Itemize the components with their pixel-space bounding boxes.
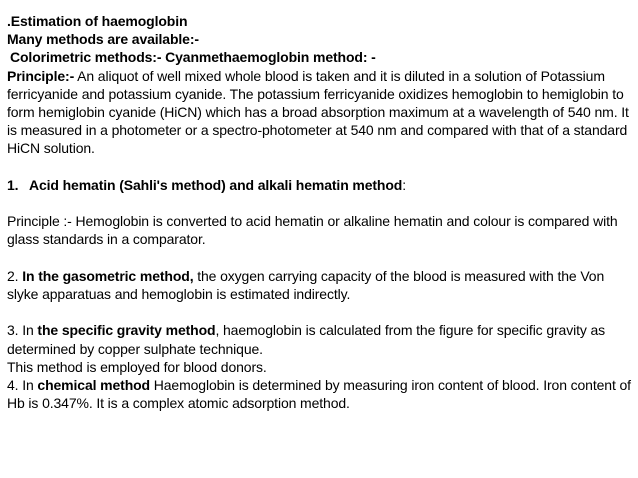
item1-title: Acid hematin (Sahli's method) and alkali hematin method — [29, 176, 403, 193]
slide-title: .Estimation of haemoglobin — [7, 13, 188, 29]
item3-title: the specific gravity method — [37, 322, 216, 339]
item4-title: chemical method — [37, 377, 150, 393]
item1-principle: Principle :- Hemoglobin is converted to acid hematin or alkaline hematin and colour is compared with glass standards in a comparator. — [7, 213, 618, 248]
item3-prefix: 3. In — [7, 322, 38, 339]
item1-heading — [7, 176, 633, 194]
item2-text: the oxygen carrying capacity of the blood is measured with the Von slyke apparatuas and hemoglobin is estimated indirectly. — [7, 267, 605, 302]
item4-text: Haemoglobin is determined by measuring iron content of blood. Iron content of Hb is 0.347%. It is a complex atomic adsorption method. — [7, 377, 631, 412]
item2-paragraph — [7, 267, 633, 303]
principle-paragraph — [7, 67, 633, 158]
item1-suffix: : — [402, 176, 407, 193]
spacer — [7, 158, 633, 176]
item3-paragraph — [7, 321, 633, 357]
item4-paragraph — [7, 376, 633, 412]
item3-text: , haemoglobin is calculated from the figure for specific gravity as determined by copper sulphate technique. — [7, 322, 606, 357]
spacer — [7, 249, 633, 267]
principle-label: Principle:- — [7, 67, 75, 84]
item2-title: In the gasometric method, — [22, 267, 194, 284]
subtitle-methods: Many methods are available:- — [7, 31, 199, 48]
item3-note: This method is employed for blood donors. — [7, 358, 267, 375]
colorimetric-heading: Colorimetric methods:- Cyanmethaemoglobin method: - — [10, 49, 376, 66]
slide-content — [7, 12, 633, 412]
item2-prefix: 2. — [7, 267, 23, 284]
item1-number: 1. — [7, 176, 19, 193]
spacer — [7, 303, 633, 321]
item4-prefix: 4. In — [7, 377, 38, 393]
principle-text: An aliquot of well mixed whole blood is taken and it is diluted in a solution of Potassium ferricyanide and potassium cyanide. The potassium ferricyanide oxidizes hemoglobin to hemiglobin to form hemiglobin cyanide (HiCN) which has a broad absorption maximum at a wavelength of 540 nm. It is measured in a photometer or a spectro-photometer at 540 nm and compared with that of a standard HiCN solution. — [7, 67, 629, 157]
spacer — [7, 194, 633, 212]
